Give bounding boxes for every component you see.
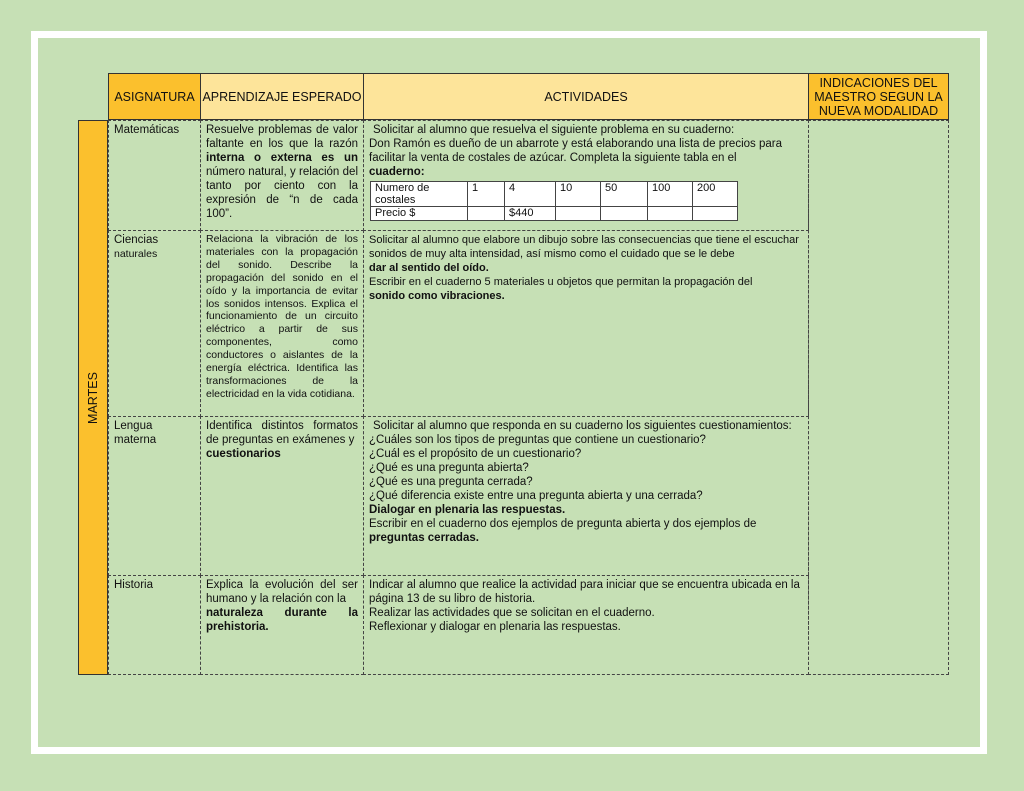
table-cell (556, 207, 601, 221)
price-table (370, 181, 738, 221)
table-cell: Precio $ (371, 207, 468, 221)
header-actividades: ACTIVIDADES (363, 73, 809, 120)
subject-ciencias: Ciencias naturales (108, 230, 201, 417)
table-cell: 10 (556, 182, 601, 207)
header-asignatura: ASIGNATURA (108, 73, 201, 120)
subject-lengua: Lengua materna (108, 416, 201, 576)
table-cell: 100 (648, 182, 693, 207)
table-cell (468, 207, 505, 221)
learning-matematicas: Resuelve problemas de valor faltante en los que la razón interna o externa es un número natural, y relación del tanto por ciento con la expresión de “n de cada 100”. (200, 120, 364, 231)
table-cell: 1 (468, 182, 505, 207)
table-cell: $440 (505, 207, 556, 221)
activity-historia: Indicar al alumno que realice la actividad para iniciar que se encuentra ubicada en la página 13 de su libro de historia. Realizar las actividades que se solicitan en el cuaderno. Reflexionar y dialogar en plenaria las respuestas. (363, 575, 809, 675)
header-indicaciones: INDICACIONES DEL MAESTRO SEGUN LA NUEVA MODALIDAD (808, 73, 949, 120)
learning-lengua: Identifica distintos formatos de preguntas en exámenes y cuestionarios (200, 416, 364, 576)
activity-ciencias: Solicitar al alumno que elabore un dibujo sobre las consecuencias que tiene el escuchar sonidos de muy alta intensidad, así mismo como el cuidado que se le debe dar al sentido del oído. Escribir en el cuaderno 5 materiales u objetos que permitan la propagación del sonido como vibraciones. (363, 230, 809, 417)
table-cell (648, 207, 693, 221)
table-cell: 50 (601, 182, 648, 207)
header-aprendizaje: APRENDIZAJE ESPERADO (200, 73, 364, 120)
table-cell (693, 207, 738, 221)
learning-ciencias: Relaciona la vibración de los materiales con la propagación del sonido. Describe la propagación del sonido en el oído y la importancia de evitar los sonidos intensos. Explica el funcionamiento de un circuito eléctrico a partir de sus componentes, como conductores o aislantes de la energía eléctrica. Identifica las transformaciones de la electricidad en la vida cotidiana. (200, 230, 364, 417)
activity-matematicas: Solicitar al alumno que resuelva el siguiente problema en su cuaderno: Don Ramón es dueño de un abarrote y está elaborando una lista de precios para facilitar la venta de costales de azúcar. Completa la siguiente tabla en el cuaderno: Numero de costales 1 4 10 50 100 200 Precio $ $440 (363, 120, 809, 231)
table-cell: Numero de costales (371, 182, 468, 207)
table-cell: 200 (693, 182, 738, 207)
subject-matematicas: Matemáticas (108, 120, 201, 231)
price-table-row (371, 182, 738, 207)
table-cell (601, 207, 648, 221)
table-cell: 4 (505, 182, 556, 207)
subject-historia: Historia (108, 575, 201, 675)
day-label-martes: MARTES (78, 120, 108, 675)
indicaciones-column (808, 120, 949, 675)
learning-historia: Explica la evolución del ser humano y la relación con la naturaleza durante la prehistoria. (200, 575, 364, 675)
activity-lengua: Solicitar al alumno que responda en su cuaderno los siguientes cuestionamientos: ¿Cuáles son los tipos de preguntas que contiene un cuestionario? ¿Cuál es el propósito de un cuestionario? ¿Qué es una pregunta abierta? ¿Qué es una pregunta cerrada? ¿Qué diferencia existe entre una pregunta abierta y una cerrada? Dialogar en plenaria las respuestas. Escribir en el cuaderno dos ejemplos de pregunta abierta y dos ejemplos de preguntas cerradas. (363, 416, 809, 576)
price-table-row (371, 207, 738, 221)
